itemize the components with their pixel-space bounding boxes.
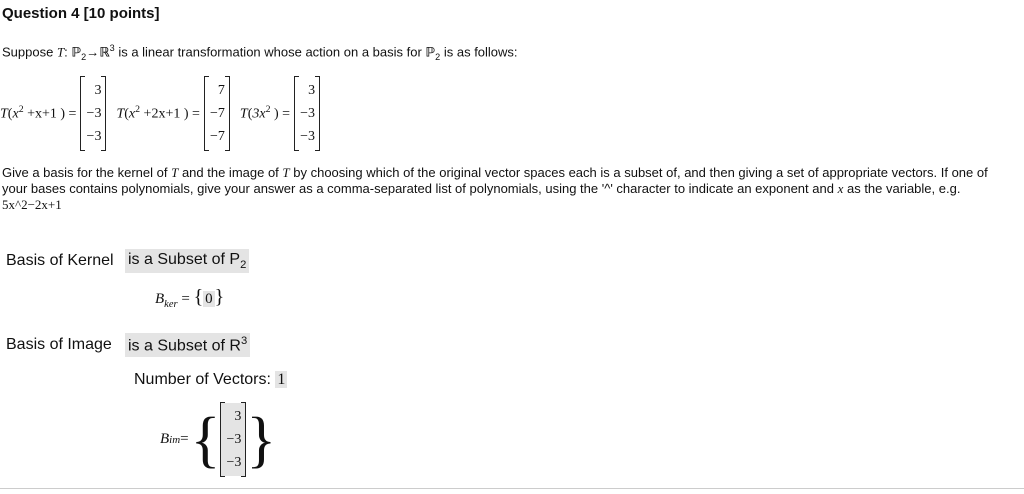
number-of-vectors: Number of Vectors: 1 bbox=[134, 371, 286, 388]
equation-1-lhs: $T(x^2 +x+1$ ) = bbox=[0, 103, 77, 122]
statement-colon: : bbox=[64, 44, 72, 60]
vector-entry: 7 bbox=[217, 82, 225, 98]
image-subset-dropdown[interactable]: is a Subset of $R^3$ bbox=[125, 333, 250, 357]
kernel-basis: $B_{ker}$ = { 0 } bbox=[155, 286, 225, 310]
vector-entry: −3 bbox=[86, 105, 102, 121]
problem-statement bbox=[2, 43, 518, 62]
vector-entry: −7 bbox=[210, 128, 225, 144]
equation-3-vector bbox=[294, 77, 320, 150]
basis-space-subscript: 2 bbox=[435, 51, 441, 62]
domain-subscript: 2 bbox=[81, 51, 87, 62]
vector-entry: 3 bbox=[308, 82, 316, 98]
image-vector-entry[interactable]: −3 bbox=[226, 455, 242, 470]
statement-middle: is a linear transformation whose action on a basis for bbox=[114, 44, 426, 60]
codomain-symbol: ℝ bbox=[99, 45, 110, 61]
statement-suffix: is as follows: bbox=[440, 44, 518, 60]
equation-3 bbox=[240, 77, 320, 150]
arrow-symbol: → bbox=[86, 44, 100, 60]
number-of-vectors-input[interactable]: 1 bbox=[277, 371, 286, 388]
image-basis: B im = { 3 −3 −3 } bbox=[160, 403, 276, 476]
equation-2-lhs: $T(x^2 +2x+1$ ) = bbox=[116, 103, 200, 122]
instructions: Give a basis for the kernel of T and the image of T by choosing which of the original vector spaces each is a subset of, and then giving a set of appropriate vectors. If one of your bases contains polynomials, give your answer as a comma-separated list of polynomials, using the '^' character to indicate an exponent and x as the variable, e.g. 5x^2−2x+1 bbox=[2, 165, 988, 212]
vector-entry: −3 bbox=[300, 105, 316, 121]
image-label: Basis of Image bbox=[6, 336, 112, 353]
equation-1 bbox=[0, 77, 106, 150]
codomain-superscript: 3 bbox=[109, 43, 115, 53]
kernel-label: Basis of Kernel bbox=[6, 252, 114, 269]
question-title: Question 4 [10 points] bbox=[2, 5, 160, 22]
equation-2-vector bbox=[204, 77, 230, 150]
kernel-answer-input[interactable]: 0 bbox=[205, 291, 213, 307]
equation-1-vector bbox=[80, 77, 106, 150]
statement-prefix: Suppose bbox=[2, 44, 57, 60]
vector-entry: −3 bbox=[300, 128, 316, 144]
image-vector-entry[interactable]: 3 bbox=[234, 409, 242, 424]
map-symbol: T bbox=[56, 44, 65, 60]
vector-entry: −3 bbox=[86, 128, 102, 144]
equation-3-lhs: $T(3x^2$ ) = bbox=[239, 103, 291, 122]
equation-2 bbox=[116, 77, 229, 150]
vector-entry: −7 bbox=[210, 105, 225, 121]
kernel-subset-dropdown[interactable]: is a Subset of $P_2$ bbox=[125, 249, 249, 273]
domain-symbol: ℙ bbox=[71, 45, 82, 61]
vector-entry: 3 bbox=[94, 82, 102, 98]
transformation-equations bbox=[0, 77, 330, 149]
example-polynomial: 5x^2−2x+1 bbox=[2, 197, 62, 212]
image-vector-entry[interactable]: −3 bbox=[226, 432, 242, 447]
basis-space-symbol: ℙ bbox=[425, 45, 436, 61]
divider bbox=[0, 488, 1024, 489]
image-basis-vector bbox=[220, 403, 246, 476]
